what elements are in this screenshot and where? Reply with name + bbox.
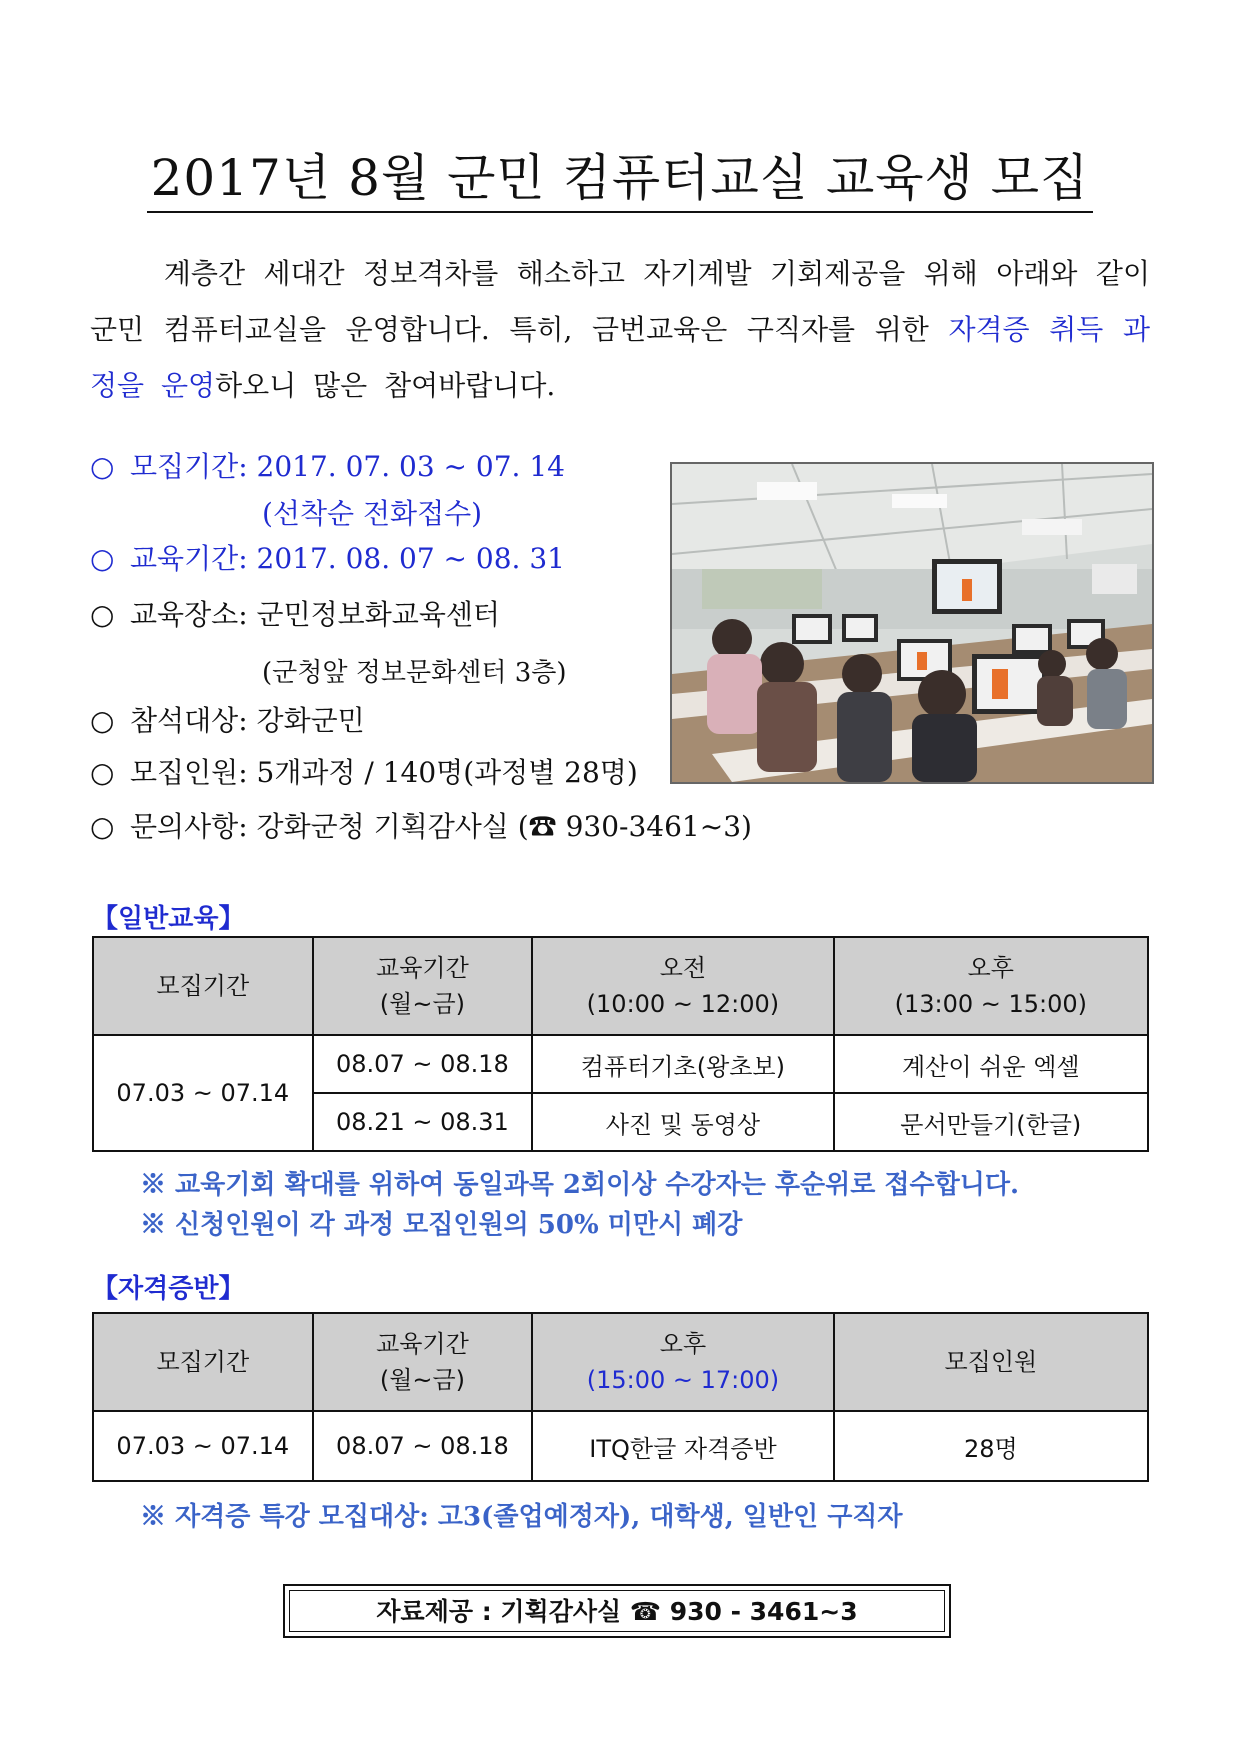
info-recruit-note: (선착순 전화접수): [262, 497, 483, 530]
info-headcount: ○ 모집인원: 5개과정 / 140명(과정별 28명): [90, 756, 638, 789]
general-note: ※ 신청인원이 각 과정 모집인원의 50% 미만시 폐강: [140, 1210, 743, 1240]
intro-paragraph: 계층간 세대간 정보격차를 해소하고 자기계발 기회제공을 위해 아래와 같이 군민 컴퓨터교실을 운영합니다. 특히, 금번교육은 구직자를 위한 자격증 취득 과정을 운영하오니 많은 참여바랍니다.: [90, 257, 1150, 402]
general-note: ※ 교육기회 확대를 위하여 동일과목 2회이상 수강자는 후순위로 접수합니다.: [140, 1170, 1020, 1200]
info-contact: ○ 문의사항: 강화군청 기획감사실 (☎ 930-3461~3): [90, 810, 752, 843]
header-edu-period: 교육기간 (월~금): [313, 1313, 533, 1411]
header-afternoon: 오후 (13:00 ~ 15:00): [834, 937, 1148, 1035]
intro-highlight: 자격증 취득 과정을 운영: [90, 313, 1150, 402]
general-section-heading: 【일반교육】: [92, 904, 245, 934]
cell-afternoon-course: 계산이 쉬운 엑셀: [834, 1035, 1148, 1093]
cell-recruit-period: 07.03 ~ 07.14: [93, 1411, 313, 1481]
header-afternoon: 오후 (15:00 ~ 17:00): [532, 1313, 833, 1411]
cell-recruit-period: 07.03 ~ 07.14: [93, 1035, 313, 1151]
info-place-note: (군청앞 정보문화센터 3층): [262, 658, 567, 688]
classroom-photo: [670, 462, 1154, 784]
header-recruit: 모집기간: [93, 1313, 313, 1411]
cell-count: 28명: [834, 1411, 1148, 1481]
header-morning: 오전 (10:00 ~ 12:00): [532, 937, 833, 1035]
table-header-row: [93, 1313, 1148, 1411]
info-recruit-period: ○ 모집기간: 2017. 07. 03 ~ 07. 14: [90, 450, 565, 483]
table-row: [93, 1411, 1148, 1481]
page-title: 2017년 8월 군민 컴퓨터교실 교육생 모집: [0, 138, 1240, 210]
footer-text: 자료제공 : 기획감사실 ☎ 930 - 3461~3: [289, 1590, 945, 1632]
cell-period: 08.07 ~ 08.18: [313, 1411, 533, 1481]
cell-period: 08.07 ~ 08.18: [313, 1035, 533, 1093]
cell-morning-course: 컴퓨터기초(왕초보): [532, 1035, 833, 1093]
cert-section-heading: 【자격증반】: [92, 1274, 245, 1304]
info-place: ○ 교육장소: 군민정보화교육센터: [90, 598, 500, 631]
info-target: ○ 참석대상: 강화군민: [90, 704, 365, 737]
info-edu-period: ○ 교육기간: 2017. 08. 07 ~ 08. 31: [90, 542, 565, 575]
cell-period: 08.21 ~ 08.31: [313, 1093, 533, 1151]
header-recruit: 모집기간: [93, 937, 313, 1035]
table-row: [93, 1035, 1148, 1093]
general-table: [92, 936, 1149, 1152]
header-count: 모집인원: [834, 1313, 1148, 1411]
cell-morning-course: 사진 및 동영상: [532, 1093, 833, 1151]
header-edu-period: 교육기간 (월~금): [313, 937, 533, 1035]
cert-note: ※ 자격증 특강 모집대상: 고3(졸업예정자), 대학생, 일반인 구직자: [140, 1502, 903, 1532]
table-header-row: [93, 937, 1148, 1035]
cell-course: ITQ한글 자격증반: [532, 1411, 833, 1481]
cert-table: [92, 1312, 1149, 1482]
footer-box: [283, 1584, 951, 1638]
cell-afternoon-course: 문서만들기(한글): [834, 1093, 1148, 1151]
